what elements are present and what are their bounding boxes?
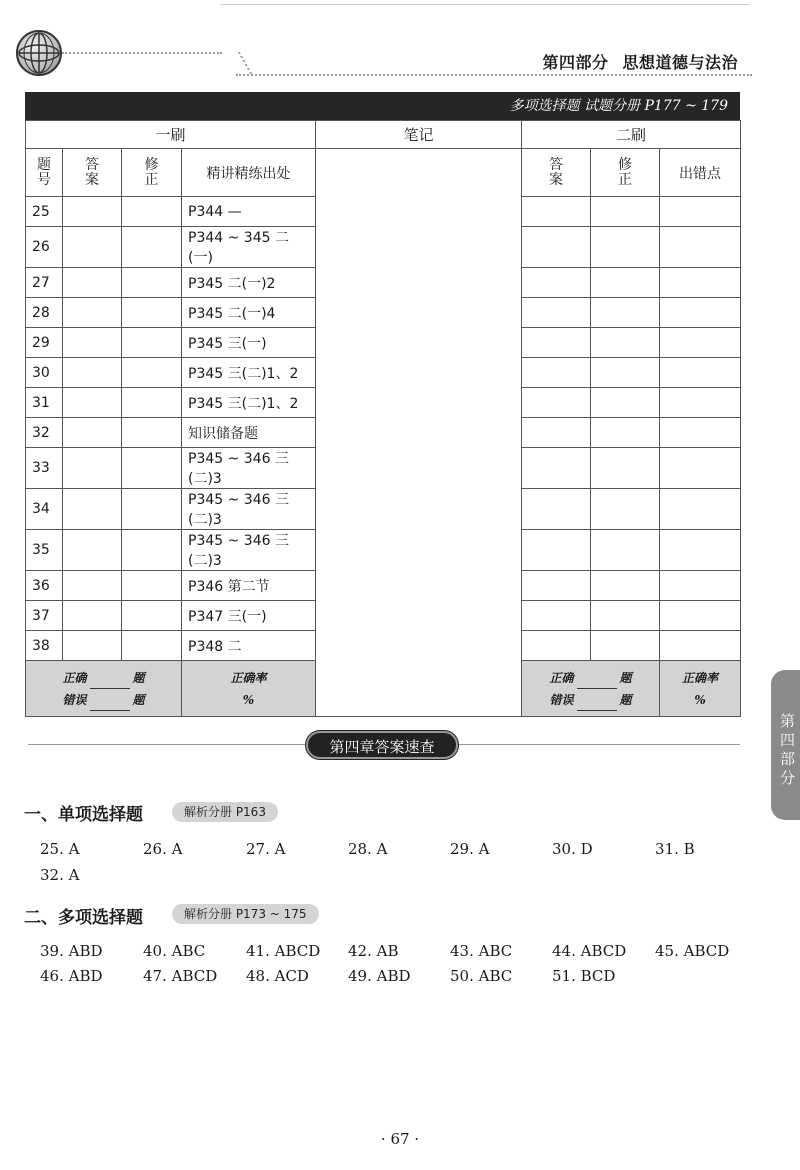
error-point-cell[interactable]: [660, 197, 741, 227]
question-number-cell: 38: [26, 631, 63, 661]
header-dotted-slope: [214, 52, 253, 74]
side-tab-char: 部: [780, 750, 796, 768]
header-dotted-line: [62, 52, 222, 54]
question-number-cell: 28: [26, 298, 63, 328]
answer-item: 48. ACD: [246, 967, 309, 985]
source-cell: P346 第二节: [182, 571, 316, 601]
answer-2-cell[interactable]: [522, 489, 591, 530]
question-number-cell: 26: [26, 227, 63, 268]
correction-2-cell[interactable]: [591, 388, 660, 418]
correction-2-cell[interactable]: [591, 631, 660, 661]
error-point-cell[interactable]: [660, 227, 741, 268]
answer-cell[interactable]: [63, 298, 122, 328]
correction-cell[interactable]: [122, 388, 182, 418]
correction-cell[interactable]: [122, 358, 182, 388]
answer-item: 31. B: [655, 840, 695, 858]
correction-cell[interactable]: [122, 197, 182, 227]
correction-cell[interactable]: [122, 489, 182, 530]
answer-cell[interactable]: [63, 388, 122, 418]
error-point-cell[interactable]: [660, 489, 741, 530]
error-point-cell[interactable]: [660, 631, 741, 661]
correction-2-cell[interactable]: [591, 530, 660, 571]
chapter-banner: 第四章答案速查: [306, 731, 458, 759]
single-choice-ref: 解析分册 P163: [172, 802, 278, 822]
header-dotted-line-lower: [236, 74, 752, 76]
question-number-cell: 34: [26, 489, 63, 530]
correction-2-cell[interactable]: [591, 601, 660, 631]
answer-item: 30. D: [552, 840, 593, 858]
error-point-cell[interactable]: [660, 328, 741, 358]
answer-item: 50. ABC: [450, 967, 513, 985]
error-point-cell[interactable]: [660, 448, 741, 489]
answer-cell[interactable]: [63, 328, 122, 358]
answer-2-cell[interactable]: [522, 227, 591, 268]
col-answer: 答案: [63, 149, 122, 197]
page-number: · 67 ·: [380, 1130, 420, 1148]
answer-item: 26. A: [143, 840, 183, 858]
correction-cell[interactable]: [122, 448, 182, 489]
section-side-tab[interactable]: [771, 670, 800, 820]
question-number-cell: 36: [26, 571, 63, 601]
footer-count-1: 正确 题 错误 题: [26, 661, 182, 717]
source-cell: 知识储备题: [182, 418, 316, 448]
header-part: 第四部分: [542, 53, 609, 72]
side-tab-char: 第: [780, 712, 796, 730]
question-number-cell: 33: [26, 448, 63, 489]
multi-choice-ref: 解析分册 P173 ~ 175: [172, 904, 319, 924]
correction-cell[interactable]: [122, 268, 182, 298]
single-choice-title: 一、单项选择题: [24, 805, 143, 825]
answer-2-cell[interactable]: [522, 197, 591, 227]
question-number-cell: 27: [26, 268, 63, 298]
source-cell: P345 二(一)4: [182, 298, 316, 328]
question-number-cell: 31: [26, 388, 63, 418]
answer-2-cell[interactable]: [522, 631, 591, 661]
correction-2-cell[interactable]: [591, 418, 660, 448]
answer-cell[interactable]: [63, 448, 122, 489]
source-cell: P345 ~ 346 三(二)3: [182, 448, 316, 489]
source-cell: P345 三(二)1、2: [182, 358, 316, 388]
question-number-cell: 37: [26, 601, 63, 631]
question-number-cell: 30: [26, 358, 63, 388]
question-number-cell: 25: [26, 197, 63, 227]
error-point-cell[interactable]: [660, 358, 741, 388]
answer-2-cell[interactable]: [522, 298, 591, 328]
answer-2-cell[interactable]: [522, 571, 591, 601]
answer-2-cell[interactable]: [522, 388, 591, 418]
answer-cell[interactable]: [63, 227, 122, 268]
footer-count-2: 正确 题 错误 题: [522, 661, 660, 717]
answer-item: 32. A: [40, 866, 80, 884]
footer-rate-2: 正确率 %: [660, 661, 741, 717]
correction-2-cell[interactable]: [591, 197, 660, 227]
group-first-pass: 一刷: [26, 121, 316, 149]
answer-2-cell[interactable]: [522, 268, 591, 298]
side-tab-char: 分: [780, 769, 796, 787]
source-cell: P345 ~ 346 三(二)3: [182, 489, 316, 530]
question-number-cell: 29: [26, 328, 63, 358]
answer-item: 27. A: [246, 840, 286, 858]
correction-2-cell[interactable]: [591, 489, 660, 530]
correction-2-cell[interactable]: [591, 358, 660, 388]
correction-cell[interactable]: [122, 298, 182, 328]
source-cell: P348 二: [182, 631, 316, 661]
footer-rate-1: 正确率 %: [182, 661, 316, 717]
answer-item: 41. ABCD: [246, 942, 321, 960]
header-top-rule: [220, 4, 750, 5]
col-source: 精讲精练出处: [182, 149, 316, 197]
answer-cell[interactable]: [63, 418, 122, 448]
answer-2-cell[interactable]: [522, 448, 591, 489]
correction-cell[interactable]: [122, 571, 182, 601]
header-subject: 思想道德与法治: [622, 53, 738, 72]
source-cell: P345 三(一): [182, 328, 316, 358]
correction-cell[interactable]: [122, 418, 182, 448]
answer-2-cell[interactable]: [522, 530, 591, 571]
multi-choice-title: 二、多项选择题: [24, 908, 143, 928]
answer-item: 42. AB: [348, 942, 399, 960]
group-notes: 笔记: [316, 121, 522, 149]
source-cell: P345 ~ 346 三(二)3: [182, 530, 316, 571]
answer-2-cell[interactable]: [522, 358, 591, 388]
answer-item: 29. A: [450, 840, 490, 858]
answer-cell[interactable]: [63, 489, 122, 530]
correction-cell[interactable]: [122, 601, 182, 631]
group-second-pass: 二刷: [522, 121, 741, 149]
col-answer-2: 答案: [522, 149, 591, 197]
answer-cell[interactable]: [63, 571, 122, 601]
globe-icon: [16, 30, 62, 76]
answer-item: 46. ABD: [40, 967, 103, 985]
correction-2-cell[interactable]: [591, 328, 660, 358]
answer-item: 28. A: [348, 840, 388, 858]
col-question-number: 题号: [26, 149, 63, 197]
answer-2-cell[interactable]: [522, 328, 591, 358]
error-point-cell[interactable]: [660, 601, 741, 631]
answer-cell[interactable]: [63, 197, 122, 227]
error-point-cell[interactable]: [660, 388, 741, 418]
answer-2-cell[interactable]: [522, 601, 591, 631]
error-point-cell[interactable]: [660, 530, 741, 571]
answer-item: 45. ABCD: [655, 942, 730, 960]
correction-2-cell[interactable]: [591, 227, 660, 268]
question-number-cell: 35: [26, 530, 63, 571]
answer-item: 40. ABC: [143, 942, 206, 960]
answer-item: 39. ABD: [40, 942, 103, 960]
correction-cell[interactable]: [122, 530, 182, 571]
source-cell: P344 —: [182, 197, 316, 227]
header-title: [542, 50, 738, 73]
col-error-point: 出错点: [660, 149, 741, 197]
correction-2-cell[interactable]: [591, 448, 660, 489]
notes-area[interactable]: [316, 149, 522, 717]
error-point-cell[interactable]: [660, 268, 741, 298]
col-correction: 修正: [122, 149, 182, 197]
correction-2-cell[interactable]: [591, 268, 660, 298]
answer-item: 43. ABC: [450, 942, 513, 960]
error-point-cell[interactable]: [660, 418, 741, 448]
table-bar-label: 多项选择题 试题分册 P177 ~ 179: [25, 92, 740, 120]
answer-item: 51. BCD: [552, 967, 616, 985]
col-correction-2: 修正: [591, 149, 660, 197]
answer-item: 44. ABCD: [552, 942, 627, 960]
answer-cell[interactable]: [63, 631, 122, 661]
answer-item: 49. ABD: [348, 967, 411, 985]
correction-cell[interactable]: [122, 631, 182, 661]
answer-item: 47. ABCD: [143, 967, 218, 985]
answer-cell[interactable]: [63, 268, 122, 298]
correction-2-cell[interactable]: [591, 298, 660, 328]
correction-cell[interactable]: [122, 328, 182, 358]
side-tab-char: 四: [780, 731, 796, 749]
answer-cell[interactable]: [63, 601, 122, 631]
question-number-cell: 32: [26, 418, 63, 448]
answer-2-cell[interactable]: [522, 418, 591, 448]
source-cell: P347 三(一): [182, 601, 316, 631]
error-point-cell[interactable]: [660, 571, 741, 601]
source-cell: P345 三(二)1、2: [182, 388, 316, 418]
review-table: [25, 92, 740, 717]
source-cell: P344 ~ 345 二(一): [182, 227, 316, 268]
answer-cell[interactable]: [63, 358, 122, 388]
source-cell: P345 二(一)2: [182, 268, 316, 298]
answer-item: 25. A: [40, 840, 80, 858]
correction-cell[interactable]: [122, 227, 182, 268]
correction-2-cell[interactable]: [591, 571, 660, 601]
error-point-cell[interactable]: [660, 298, 741, 328]
answer-cell[interactable]: [63, 530, 122, 571]
